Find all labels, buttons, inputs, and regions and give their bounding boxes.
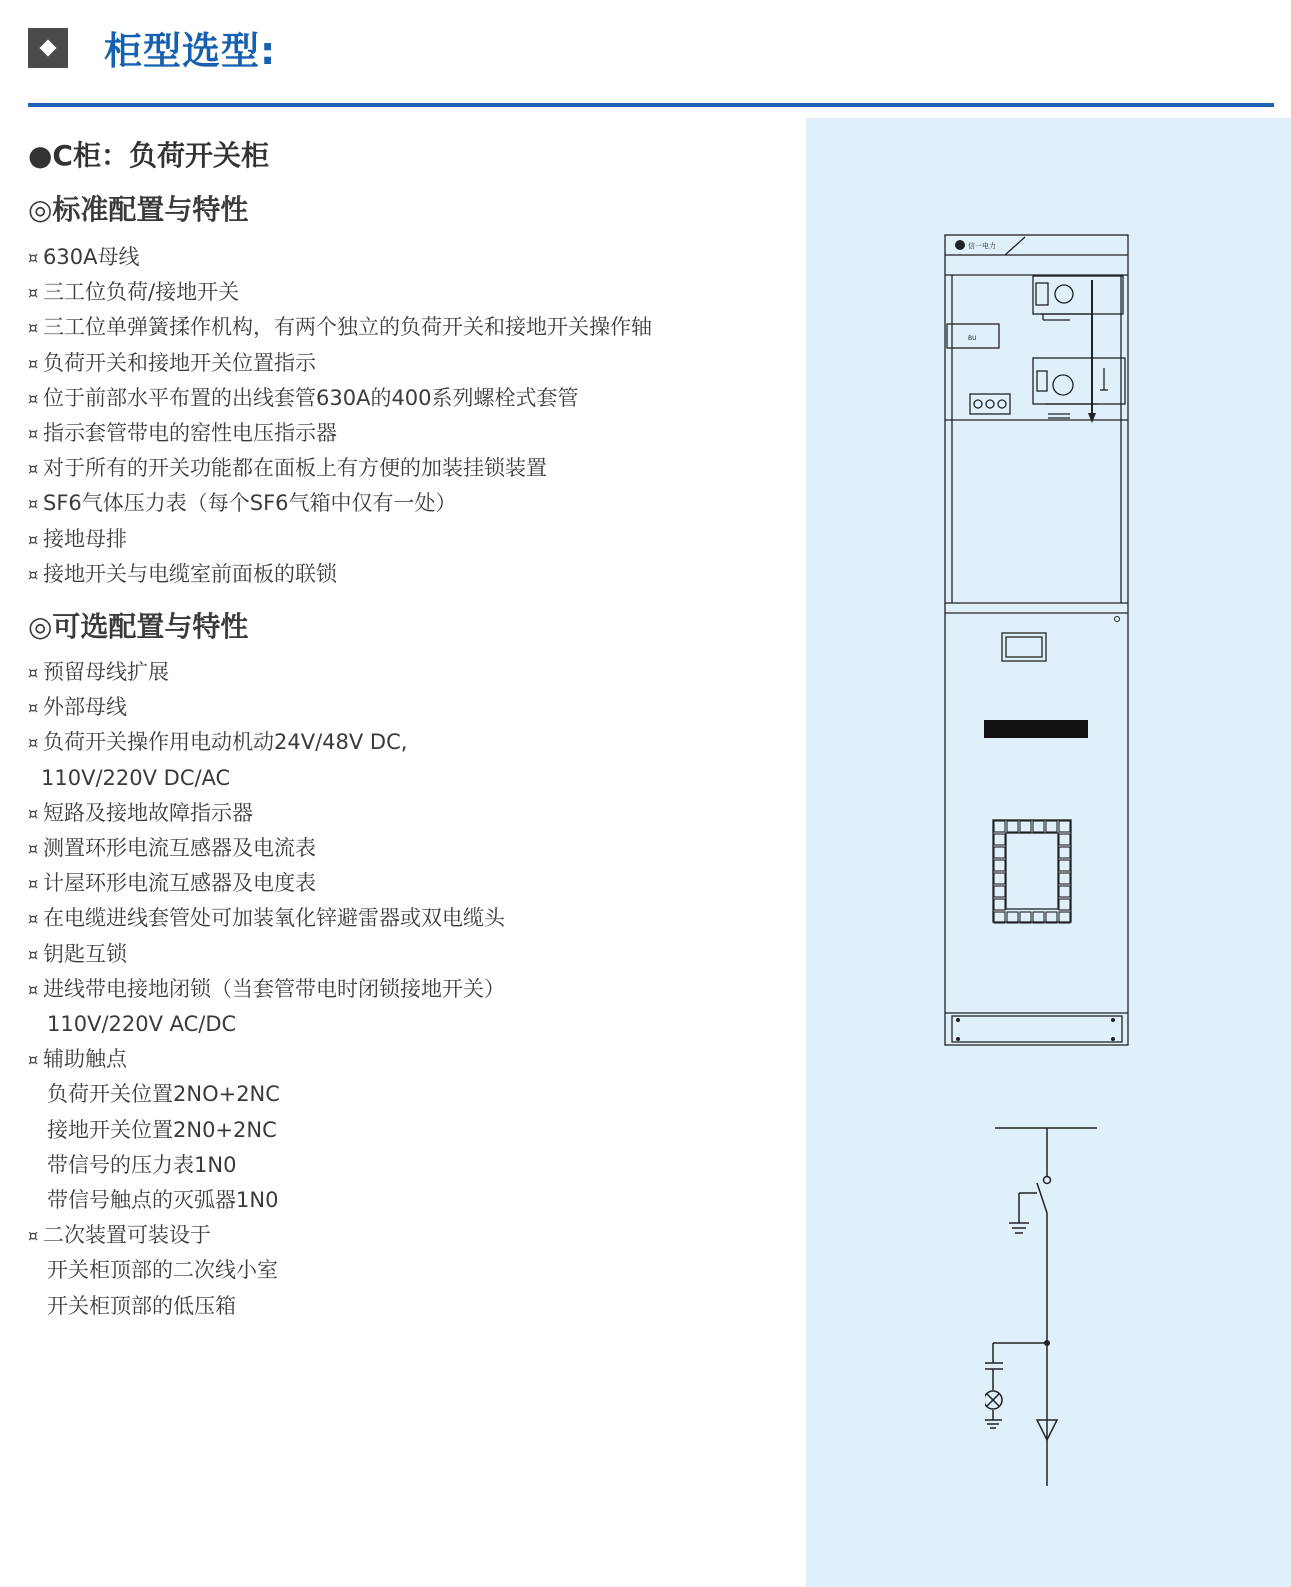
bullet-icon: ¤ <box>28 318 39 338</box>
title-divider <box>28 103 1274 107</box>
bullet-icon: ¤ <box>28 944 39 964</box>
indicator-cell <box>1033 912 1044 923</box>
indicator-cell <box>1059 899 1070 910</box>
nameplate-bar <box>984 720 1088 738</box>
bullet-icon: ¤ <box>28 1050 39 1070</box>
diamond-icon <box>28 28 68 68</box>
indicator-cell <box>994 821 1005 832</box>
indicator-cell <box>1059 912 1070 923</box>
bullet-icon: ¤ <box>28 698 39 718</box>
list-item: ¤ 测置环形电流互感器及电流表 <box>28 831 505 866</box>
bullet-icon: ¤ <box>28 529 39 549</box>
bullet-icon: ¤ <box>28 733 39 753</box>
section-title: ●C柜：负荷开关柜 <box>28 139 269 172</box>
indicator-cell <box>994 873 1005 884</box>
list-item-sub: 接地开关位置2N0+2NC <box>47 1117 277 1142</box>
optional-config-title: ◎可选配置与特性 <box>28 610 249 643</box>
indicator-cell <box>994 899 1005 910</box>
list-item: ¤ 指示套管带电的窑性电压指示器 <box>28 416 652 451</box>
list-item-continuation: 110V/220V DC/AC <box>41 765 231 790</box>
bullet-icon: ¤ <box>28 874 39 894</box>
list-item: ¤ 负荷开关和接地开关位置指示 <box>28 346 652 381</box>
indicator-cell <box>1059 834 1070 845</box>
indicator-cell <box>1059 860 1070 871</box>
list-item: ¤ 在电缆进线套管处可加装氧化锌避雷器或双电缆头 <box>28 901 505 936</box>
junction-dot <box>1044 1340 1050 1346</box>
label-plate: BU <box>968 335 977 342</box>
list-item-sub: 带信号触点的灭弧器1N0 <box>47 1188 279 1213</box>
bullet-icon: ¤ <box>28 388 39 408</box>
list-item: ¤ 负荷开关操作用电动机动24V/48V DC, <box>28 725 505 760</box>
list-item: ¤ 接地母排 <box>28 522 652 557</box>
bullet-icon: ¤ <box>28 283 39 303</box>
list-item: ¤ 接地开关与电缆室前面板的联锁 <box>28 557 652 592</box>
bullet-icon: ¤ <box>28 1226 39 1246</box>
indicator-cell <box>1059 873 1070 884</box>
list-item: ¤ 三工位单弹簧揉作机构，有两个独立的负荷开关和接地开关操作轴 <box>28 310 652 345</box>
indicator-cell <box>994 860 1005 871</box>
brand-name: 信一电力 <box>968 242 996 250</box>
bullet-icon: ¤ <box>28 979 39 999</box>
list-item: ¤ 钥匙互锁 <box>28 937 505 972</box>
list-item: ¤ 预留母线扩展 <box>28 655 505 690</box>
list-item-sub: 开关柜顶部的二次线小室 <box>47 1258 278 1283</box>
list-item: ¤ SF6气体压力表（每个SF6气箱中仅有一处） <box>28 486 652 521</box>
indicator-cell <box>1046 912 1057 923</box>
indicator-cell <box>994 886 1005 897</box>
indicator-cell <box>1020 821 1031 832</box>
bullet-icon: ¤ <box>28 909 39 929</box>
indicator-cell <box>1007 912 1018 923</box>
cabinet-front-drawing <box>930 228 1145 1053</box>
indicator-cell <box>1059 821 1070 832</box>
bullet-icon: ¤ <box>28 663 39 682</box>
bullet-icon: ¤ <box>28 803 39 823</box>
bullet-icon: ¤ <box>28 564 39 584</box>
standard-config-title: ◎标准配置与特性 <box>28 193 249 226</box>
list-item: ¤ 位于前部水平布置的出线套管630A的400系列螺栓式套管 <box>28 381 652 416</box>
list-item: ¤ 三工位负荷/接地开关 <box>28 275 652 310</box>
bullet-icon: ¤ <box>28 459 39 479</box>
indicator-cell <box>994 847 1005 858</box>
standard-config-list <box>28 240 652 592</box>
optional-config-list <box>28 655 505 1324</box>
indicator-cell <box>1007 821 1018 832</box>
indicator-cell <box>1020 912 1031 923</box>
bullet-icon: ¤ <box>28 494 39 514</box>
indicator-cell <box>1059 847 1070 858</box>
list-item-sub: 开关柜顶部的低压箱 <box>47 1293 236 1318</box>
indicator-cell <box>994 912 1005 923</box>
list-item-sub: 带信号的压力表1N0 <box>47 1152 237 1177</box>
list-item-sub: 负荷开关位置2NO+2NC <box>47 1082 280 1107</box>
list-item: ¤ 二次装置可装设于 <box>28 1218 505 1253</box>
indicator-cell <box>994 834 1005 845</box>
switch-blade <box>1037 1183 1047 1213</box>
brand-logo-icon <box>955 240 965 250</box>
list-item-continuation: 110V/220V AC/DC <box>47 1012 237 1037</box>
list-item: ¤ 进线带电接地闭锁（当套管带电时闭锁接地开关） <box>28 972 505 1007</box>
indicator-cell <box>1046 821 1057 832</box>
bullet-icon: ¤ <box>28 424 39 444</box>
indicator-cell <box>1033 821 1044 832</box>
list-item: ¤ 短路及接地故障指示器 <box>28 796 505 831</box>
single-line-schematic <box>985 1118 1110 1493</box>
bullet-icon: ¤ <box>28 839 39 859</box>
indicator-cell <box>1059 886 1070 897</box>
list-item: ¤ 630A母线 <box>28 240 652 275</box>
list-item: ¤ 计屋环形电流互感器及电度表 <box>28 866 505 901</box>
list-item: ¤ 外部母线 <box>28 690 505 725</box>
bullet-icon: ¤ <box>28 248 39 267</box>
bullet-icon: ¤ <box>28 353 39 373</box>
list-item: ¤ 辅助触点 <box>28 1042 505 1077</box>
page-title: 柜型选型: <box>104 29 277 73</box>
list-item: ¤ 对于所有的开关功能都在面板上有方便的加装挂锁装置 <box>28 451 652 486</box>
